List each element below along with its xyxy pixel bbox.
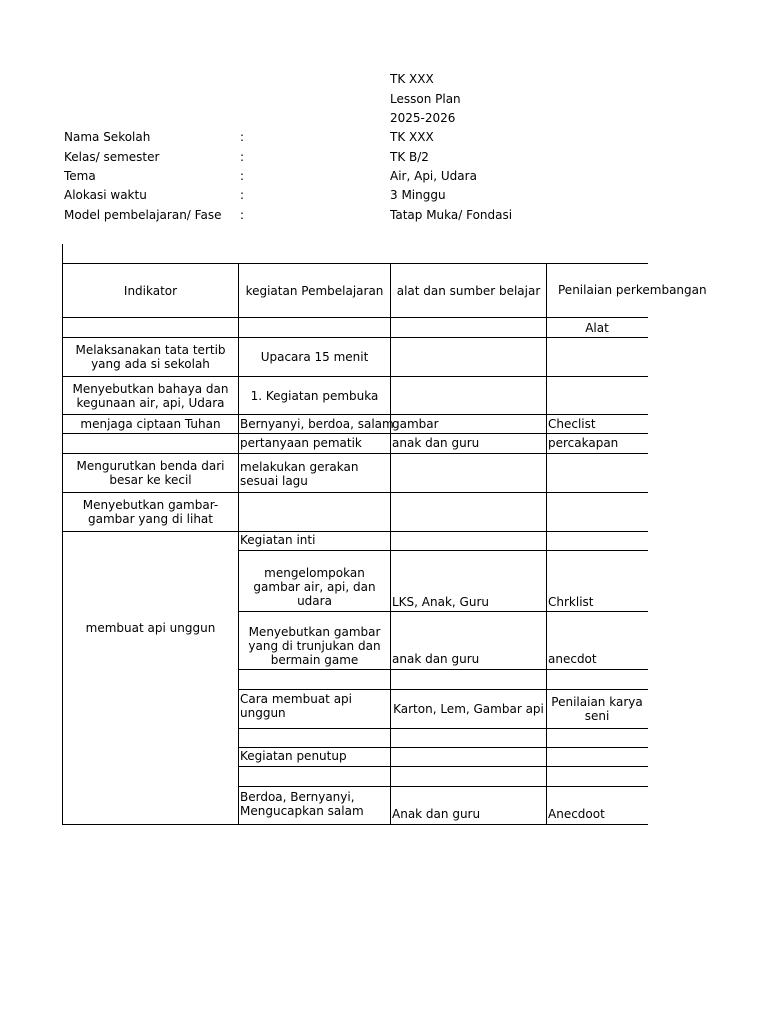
cell-kegiatan: Bernyanyi, berdoa, salam: [240, 417, 394, 431]
header-alat: alat dan sumber belajar: [396, 283, 541, 298]
info-sep-model: :: [240, 208, 245, 222]
col-line: [546, 263, 547, 825]
subheader-alat: Alat: [585, 320, 609, 335]
cell-kegiatan: Cara membuat api unggun: [240, 692, 352, 720]
cell-penilaian: Chrklist: [548, 595, 594, 609]
info-label-theme: Tema: [64, 169, 96, 183]
row-line: [238, 669, 648, 670]
header-doc-title: Lesson Plan: [390, 92, 461, 106]
cell-penilaian: Anecdoot: [548, 807, 605, 821]
cell-indikator: Mengurutkan benda dari besar ke kecil: [76, 459, 225, 487]
cell-kegiatan: melakukan gerakan sesuai lagu: [240, 460, 359, 488]
info-label-school: Nama Sekolah: [64, 130, 151, 144]
cell-kegiatan: Upacara 15 menit: [260, 350, 369, 364]
cell-kegiatan: Berdoa, Bernyanyi, Mengucapkan salam: [240, 790, 364, 818]
info-sep-theme: :: [240, 169, 245, 183]
cell-alat: Karton, Lem, Gambar api: [393, 702, 544, 716]
row-line: [238, 550, 648, 551]
row-line: [62, 824, 648, 825]
info-label-model: Model pembelajaran/ Fase: [64, 208, 222, 222]
info-value-time: 3 Minggu: [390, 188, 446, 202]
info-value-school: TK XXX: [390, 130, 434, 144]
row-line: [62, 433, 648, 434]
cell-penilaian: Penilaian karya seni: [551, 695, 643, 723]
info-value-class: TK B/2: [390, 150, 429, 164]
info-value-theme: Air, Api, Udara: [390, 169, 477, 183]
cell-kegiatan: Kegiatan inti: [240, 533, 316, 547]
cell-alat: anak dan guru: [392, 436, 480, 450]
cell-penilaian: anecdot: [548, 652, 597, 666]
cell-kegiatan: pertanyaan pematik: [240, 436, 362, 450]
table-left-stub: [62, 244, 63, 264]
header-school-name: TK XXX: [390, 72, 434, 86]
cell-alat: LKS, Anak, Guru: [392, 595, 489, 609]
cell-alat: gambar: [392, 417, 439, 431]
row-line: [238, 786, 648, 787]
row-line: [238, 728, 648, 729]
header-year: 2025-2026: [390, 111, 456, 125]
info-value-model: Tatap Muka/ Fondasi: [390, 208, 513, 222]
header-indikator: Indikator: [123, 283, 178, 298]
cell-alat: anak dan guru: [392, 652, 480, 666]
cell-indikator: menjaga ciptaan Tuhan: [80, 417, 221, 431]
header-kegiatan: kegiatan Pembelajaran: [245, 283, 384, 298]
cell-kegiatan: Kegiatan penutup: [240, 749, 347, 763]
row-line: [238, 611, 648, 612]
row-line: [238, 747, 648, 748]
info-label-time: Alokasi waktu: [64, 188, 147, 202]
cell-indikator-merged: membuat api unggun: [85, 621, 216, 635]
row-line: [238, 766, 648, 767]
info-sep-school: :: [240, 130, 245, 144]
cell-kegiatan: 1. Kegiatan pembuka: [250, 388, 379, 403]
cell-indikator: Melaksanakan tata tertib yang ada si sekolah: [75, 343, 226, 371]
cell-indikator: Menyebutkan gambar-gambar yang di lihat: [82, 498, 219, 526]
cell-alat: Anak dan guru: [392, 807, 481, 821]
info-sep-time: :: [240, 188, 245, 202]
cell-indikator: Menyebutkan bahaya dan kegunaan air, api, Udara: [72, 381, 229, 410]
header-penilaian: Penilaian perkembangan: [558, 283, 707, 297]
cell-penilaian: percakapan: [548, 436, 619, 450]
info-label-class: Kelas/ semester: [64, 150, 160, 164]
col-line: [390, 263, 391, 825]
cell-kegiatan: Menyebutkan gambar yang di trunjukan dan bermain game: [248, 625, 381, 667]
cell-kegiatan: mengelompokan gambar air, api, dan udara: [253, 566, 376, 608]
info-sep-class: :: [240, 150, 245, 164]
cell-penilaian: Checlist: [548, 417, 596, 431]
